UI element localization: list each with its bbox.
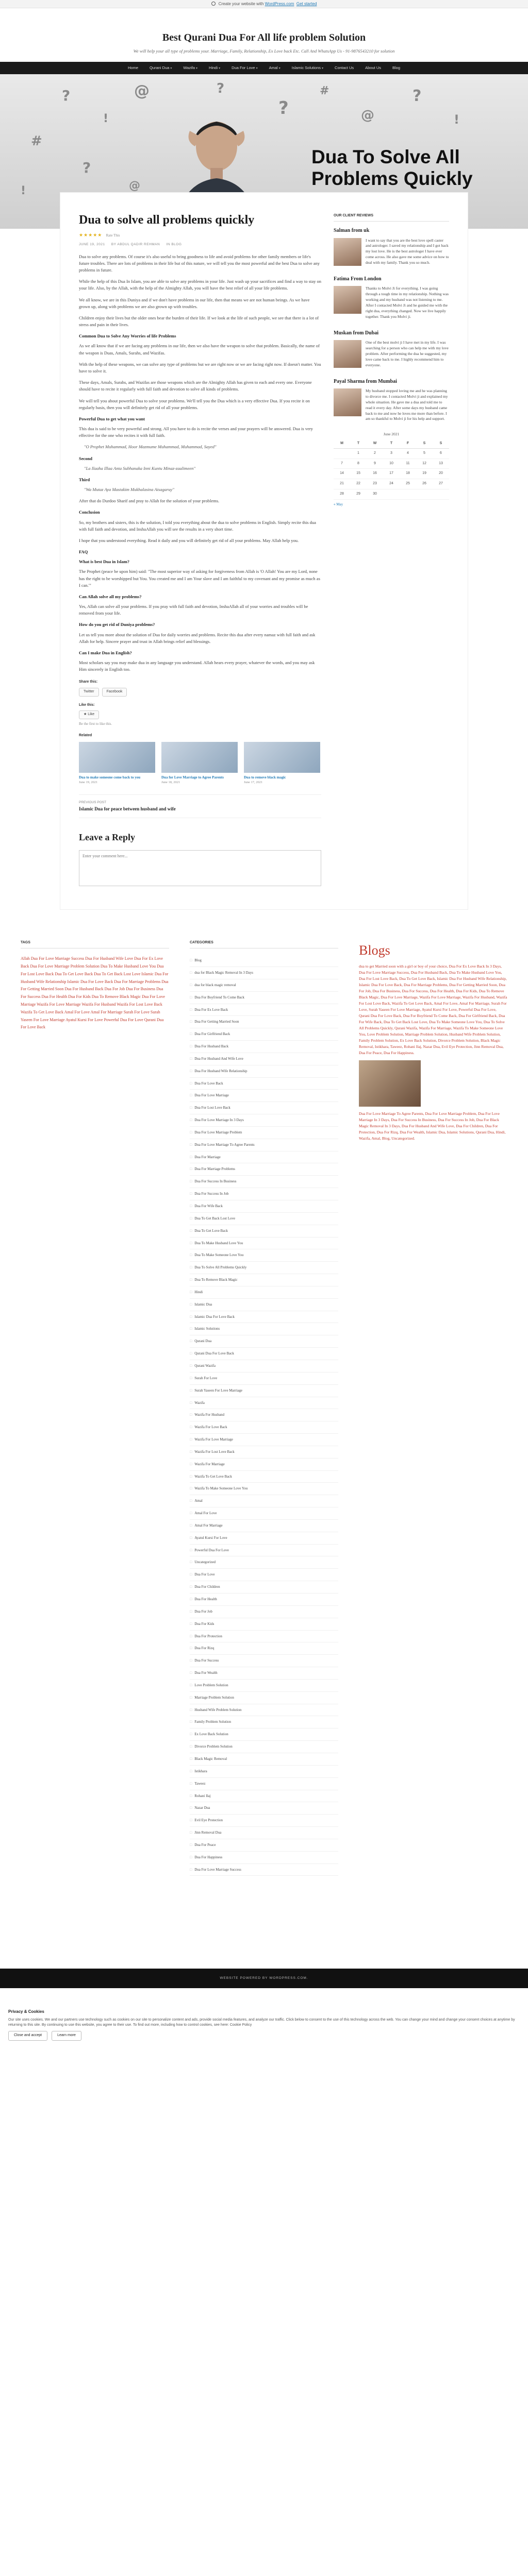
- category-link[interactable]: □ Wazifa To Get Love Back: [190, 1471, 338, 1483]
- doodle-question-icon: ?: [217, 81, 225, 97]
- reviewer-photo: [334, 388, 361, 416]
- nav-item-label: Amal: [269, 65, 278, 71]
- category-link[interactable]: □ Dua For Lost Love Back: [190, 1102, 338, 1114]
- category-link[interactable]: □ dua for black magic removal: [190, 979, 338, 992]
- category-link[interactable]: □ Wazifa: [190, 1397, 338, 1410]
- faq-question: Can Allah solve all my problems?: [79, 594, 142, 599]
- chevron-down-icon: ▾: [322, 67, 324, 71]
- calendar-day[interactable]: 2: [367, 448, 383, 459]
- category-link[interactable]: □ Ayatul Kursi For Love: [190, 1532, 338, 1545]
- promo-text: Create your website with: [218, 2, 264, 6]
- category-link[interactable]: □ Dua For Wife Back: [190, 1200, 338, 1213]
- category-link[interactable]: □ Dua For Marriage: [190, 1151, 338, 1164]
- category-link[interactable]: □ Dua For Success In Business: [190, 1176, 338, 1188]
- review-name: Fatima From London: [334, 276, 382, 282]
- related-post-title[interactable]: Dua to make someone come back to you: [79, 775, 141, 779]
- doodle-exclamation-icon: !: [103, 112, 109, 126]
- like-label: Like this:: [79, 703, 95, 707]
- category-link[interactable]: □ Nazar Dua: [190, 1802, 338, 1815]
- related-post[interactable]: [79, 742, 155, 786]
- section-heading: Common Dua to Solve Any Worries of life Problems: [79, 333, 176, 339]
- calendar-day: [334, 448, 350, 459]
- doodle-spiral-icon: @: [134, 82, 150, 100]
- calendar-title: June 2021: [383, 432, 400, 437]
- footer-widgets: [0, 909, 528, 1907]
- main-navigation: [0, 62, 528, 74]
- category-link[interactable]: □ Dua For Health: [190, 1594, 338, 1606]
- nav-item-qurani-dua[interactable]: [144, 65, 177, 71]
- privacy-banner: [0, 1988, 528, 2056]
- categories-list: [190, 955, 338, 1876]
- category-link[interactable]: □ Surah Yaseen For Love Marriage: [190, 1385, 338, 1397]
- category-link[interactable]: □ Islamic Dua: [190, 1299, 338, 1311]
- star-rating[interactable]: [79, 232, 321, 239]
- category-link[interactable]: □ Dua For Love Back: [190, 1078, 338, 1090]
- site-header: [0, 8, 528, 62]
- calendar-day[interactable]: 29: [350, 489, 367, 500]
- calendar-week: [334, 459, 449, 469]
- category-link[interactable]: □ Dua For Marriage Problems: [190, 1163, 338, 1176]
- privacy-text: Our site uses cookies. We and our partners use technology such as cookies on our site to personalize content and ads, provide social media features, and analyze our traffic. Click below to consent to the use of this technology across the web. You can change your mind and change your consent choices at anytime by returning to this site. By continuing to use this website, you agree to their use. To find out more, including how to control cookies, see here: Cookie Policy: [8, 2018, 515, 2027]
- review-body: [334, 340, 449, 368]
- section-heading: Conclusion: [79, 510, 100, 515]
- site-title[interactable]: Best Qurani Dua For All life problem Solution: [162, 32, 366, 43]
- category-link[interactable]: □ Dua For Husband Wife Relationship: [190, 1065, 338, 1078]
- tag-cloud: [21, 955, 169, 1031]
- faq-answer: Let us tell you more about the solution of Dua for daily worries and problems. Recite this dua after every namaz with full faith and ask Allah for help. Sincere prayer and trust in Allah brings relief and blessings.: [79, 632, 316, 644]
- related-post-date: June 19, 2021: [79, 781, 98, 785]
- category-link[interactable]: □ Family Problem Solution: [190, 1716, 338, 1728]
- calendar-day[interactable]: 25: [400, 479, 416, 489]
- site-footer: [0, 1969, 528, 1988]
- category-link[interactable]: □ Dua For Love Marriage To Agree Parents: [190, 1139, 338, 1151]
- nav-item-home[interactable]: [122, 65, 144, 71]
- category-link[interactable]: □ Wazifa To Make Someone Love You: [190, 1483, 338, 1495]
- calendar-day[interactable]: 14: [334, 469, 350, 479]
- paragraph: We all know, we are in this Duniya and if we don't have problems in our life, then that means we are not human beings. As we have grown up, along with problems we are also grown up with troubles.: [79, 297, 310, 309]
- nav-item-amal[interactable]: [263, 65, 286, 71]
- paragraph: This dua is said to be very powerful and strong. All you have to do is recite the verses and your prayers will be answered. Dua is very effective for the one who recites it with full faith.: [79, 426, 313, 438]
- category-link[interactable]: □ Rohani Ilaj: [190, 1790, 338, 1803]
- category-link[interactable]: □ Uncategorized: [190, 1556, 338, 1569]
- calendar-week: [334, 448, 449, 459]
- category-link[interactable]: □ Istikhara: [190, 1766, 338, 1778]
- share-twitter-button[interactable]: Twitter: [79, 688, 99, 697]
- calendar-day: [416, 489, 433, 500]
- calendar-week: [334, 479, 449, 489]
- post-date[interactable]: JUNE 19, 2021: [79, 242, 105, 246]
- paragraph: While the help of this Dua In Islam, you are able to solve any problems in your life. Just wash up your sacrifices and find a way to stay on your life. Also, by the Allah, with the help of the Almighty Allah, you will have the best relief of all your life problems.: [79, 279, 321, 291]
- calendar-day[interactable]: 3: [383, 448, 400, 459]
- calendar-day: [433, 489, 449, 500]
- paragraph: I hope that you understood everything. Read it daily and you will definitely get rid of all your problems. May Allah help you.: [79, 537, 299, 543]
- calendar-day[interactable]: 26: [416, 479, 433, 489]
- calendar-day[interactable]: 4: [400, 448, 416, 459]
- category-link[interactable]: □ Dua For Husband Back: [190, 1041, 338, 1053]
- learn-more-button[interactable]: Learn more: [52, 2031, 81, 2041]
- category-link[interactable]: □ Qurani Wazifa: [190, 1360, 338, 1372]
- section-subheading: Third: [79, 477, 90, 482]
- dua-quote: "O Prophet Muhammad, Hoor Mazmume Muhammad, Muhammad, Sayed": [84, 444, 217, 450]
- chevron-down-icon: ▾: [219, 67, 221, 71]
- review-body: [334, 238, 449, 266]
- category-link[interactable]: □ Black Magic Removal: [190, 1753, 338, 1766]
- tags-widget: [21, 940, 169, 1876]
- wordpress-link[interactable]: WordPress.com: [265, 2, 294, 6]
- doodle-hash-icon: #: [31, 133, 42, 149]
- reviewer-photo: [334, 238, 361, 266]
- faq-heading: FAQ: [79, 549, 88, 555]
- paragraph: Children enjoy their lives but the older ones bear the burden of their life. If we look at the life of such people, we see that there is a lot of stress and pain in their lives.: [79, 315, 319, 328]
- review-item: [334, 227, 449, 266]
- paragraph: We will tell you about powerful Dua to solve your problems. We'll tell you the Dua which is a very effective Dua. If you recite it on regularly basis, then you will definitely get rid of all your problems.: [79, 398, 310, 410]
- category-link[interactable]: □ Dua For Ex Love Back: [190, 1004, 338, 1016]
- category-link[interactable]: □ Qurani Dua: [190, 1335, 338, 1348]
- category-link[interactable]: □ Husband Wife Problem Solution: [190, 1704, 338, 1717]
- related-post[interactable]: [244, 742, 320, 786]
- doodle-spiral-icon: @: [129, 179, 140, 193]
- calendar-day[interactable]: 28: [334, 489, 350, 500]
- nav-item-label: Wazifa: [183, 65, 195, 71]
- calendar-day[interactable]: 5: [416, 448, 433, 459]
- category-link[interactable]: □ Wazifa For Love Back: [190, 1421, 338, 1434]
- calendar-weekday: W: [367, 439, 383, 448]
- star-icon: ★: [84, 713, 88, 717]
- category-link[interactable]: □ Dua For Children: [190, 1581, 338, 1594]
- calendar-day[interactable]: 27: [433, 479, 449, 489]
- categories-title: CATEGORIES: [190, 940, 338, 948]
- chevron-down-icon: ▾: [170, 67, 172, 71]
- section-subheading: Second: [79, 455, 92, 461]
- nav-item-label: Dua For Love: [232, 65, 255, 71]
- category-link[interactable]: □ Dua For Love Marriage Problem: [190, 1127, 338, 1139]
- related-post-thumbnail[interactable]: [244, 742, 320, 773]
- calendar-day[interactable]: 12: [416, 459, 433, 469]
- blogs-text: dua to get Married soon with a girl or boy of your choice, Dua For Ex Love Back In 3 Days, Dua For Love Marriage Success, Dua For Husband Back, Dua To Make Husband Love You, Dua For Lost Love Back, Dua To Get Love Back, Islamic Dua For Husband Wife Relationship, Islamic Dua For Love Back, Dua For Marriage Problems, Dua For Getting Married Soon, Dua For Job, Dua For Business, Dua For Success, Dua For Health, Dua For Kids, Dua To Remove Black Magic, Dua For Love Marriage, Wazifa For Love Marriage, Wazifa For Husband, Wazifa For Lost Love Back, Wazifa To Get Love Back, Amal For Love, Amal For Marriage, Surah For Love, Surah Yaseen For Love Marriage, Ayatul Kursi For Love, Powerful Dua For Love, Qurani Dua For Love Back, Dua For Boyfriend To Come Back, Dua For Girlfriend Back, Dua For Wife Back, Dua To Get Back Lost Love, Dua To Make Someone Love You, Dua To Solve All Problems Quickly, Qurani Wazifa, Wazifa For Marriage, Wazifa To Make Someone Love You, Love Problem Solution, Marriage Problem Solution, Husband Wife Problem Solution, Family Problem Solution, Ex Love Back Solution, Divorce Problem Solution, Black Magic Removal, Istikhara, Taweez, Rohani Ilaj, Nazar Dua, Evil Eye Protection, Jinn Removal Dua, Dua For Peace, Dua For Happiness.: [359, 963, 507, 1055]
- nav-item-hindi[interactable]: [203, 65, 226, 71]
- wordpress-icon: [211, 2, 216, 6]
- category-link[interactable]: □ Dua To Make Husband Love You: [190, 1238, 338, 1250]
- category-link[interactable]: □ Dua To Make Someone Love You: [190, 1249, 338, 1262]
- category-link[interactable]: □ Dua To Remove Black Magic: [190, 1274, 338, 1286]
- get-started-link[interactable]: Get started: [296, 2, 317, 6]
- category-link[interactable]: □ Islamic Dua For Love Back: [190, 1311, 338, 1324]
- comment-form: [79, 831, 321, 889]
- blogs-text-2: Dua For Love Marriage To Agree Parents, Dua For Love Marriage Problem, Dua For Love Marriage In 3 Days, Dua For Success In Business, Dua For Success In Job, Dua For Black Magic Removal In 3 Days, Dua For Husband And Wife Love, Dua For Children, Dua For Protection, Dua For Rizq, Dua For Wealth, Islamic Dua, Islamic Solutions, Qurani Dua, Hindi, Wazifa, Amal, Blog, Uncategorized.: [359, 1111, 506, 1141]
- calendar-day[interactable]: 20: [433, 469, 449, 479]
- review-item: [334, 378, 449, 422]
- review-name: Muskan from Dubai: [334, 330, 379, 336]
- category-link[interactable]: □ Dua For Success In Job: [190, 1188, 338, 1200]
- post-article: [79, 213, 321, 889]
- paragraph: As we all know that if we are facing any problems in our life, then we also have the weapon to solve that problem. Basically, the name of the weapon is Duas, Amals, Surahs, and Wazifas.: [79, 343, 320, 355]
- calendar-day[interactable]: 13: [433, 459, 449, 469]
- categories-widget: [190, 940, 338, 1876]
- reviews-list: [334, 227, 449, 422]
- category-link[interactable]: □ Dua For Love Marriage In 3 Days: [190, 1114, 338, 1127]
- category-link[interactable]: □ Love Problem Solution: [190, 1680, 338, 1692]
- category-link[interactable]: □ Dua For Protection: [190, 1631, 338, 1643]
- category-link[interactable]: □ Dua For Success: [190, 1655, 338, 1667]
- faq-question: How do you get rid of Duniya problems?: [79, 622, 155, 628]
- chevron-down-icon: ▾: [256, 67, 258, 71]
- related-post-date: June 18, 2021: [161, 781, 180, 785]
- blogs-widget: [359, 940, 507, 1876]
- nav-item-label: Contact Us: [335, 65, 354, 71]
- nav-item-label: Islamic Solutions: [291, 65, 321, 71]
- calendar-weekday: M: [334, 439, 350, 448]
- blog-photo: [359, 1060, 421, 1107]
- review-text: My husband stopped loving me and he was planning to divorce me. I contacted Molvi ji and explained my whole situation. He gave me a dua and told me to read it every day. After some days my husband came back to me and now he loves me more than before. I am so thankful to Molvi ji for his help and support.: [366, 388, 448, 421]
- review-body: [334, 286, 449, 319]
- reviewer-photo: [334, 340, 361, 368]
- tags-title: TAGS: [21, 940, 169, 948]
- doodle-exclamation-icon: !: [454, 112, 459, 127]
- category-link[interactable]: □ Dua For Love Marriage Success: [190, 1864, 338, 1876]
- previous-post-label: PREVIOUS POST: [79, 801, 107, 805]
- site-description: We will help your all type of problems your. Marriage, Family, Relationship, Ex Love back Etc. Call And WhatsApp Us - 91-9876543210 for solution: [133, 48, 395, 54]
- category-link[interactable]: □ Dua For Love Marriage: [190, 1090, 338, 1102]
- post-navigation[interactable]: [79, 794, 321, 818]
- post-author[interactable]: BY ABDUL QADIR REHMAN: [111, 242, 160, 246]
- doodle-exclamation-icon: !: [21, 184, 26, 198]
- category-link[interactable]: □ Wazifa For Lost Love Back: [190, 1446, 338, 1459]
- faq-answer: Most scholars say you may make dua in any language you understand. Allah hears every prayer, whatever the words, and you may ask Him sincerely in English too.: [79, 660, 315, 672]
- blogs-title: Blogs: [359, 943, 390, 958]
- faq-answer: The Prophet (peace be upon him) said: "The most superior way of asking for forgiveness from Allah is 'O Allah! You are my Lord, none has the right to be worshipped but You. You created me and I am Your slave and I am faithful to my covenant and my promise as much as I can.'": [79, 569, 320, 588]
- category-link[interactable]: □ Blog: [190, 955, 338, 967]
- post-meta: [79, 242, 321, 247]
- category-link[interactable]: □ Dua For Wealth: [190, 1667, 338, 1680]
- calendar-weekday: T: [350, 439, 367, 448]
- category-link[interactable]: □ Dua For Happiness: [190, 1852, 338, 1864]
- privacy-title: Privacy & Cookies: [8, 2009, 44, 2014]
- review-text: One of the best molvi ji I have met in my life. I was searching for a person who can help me with my love problem. After performing the dua he suggested, my love came back to me. I highly recommend him to everyone.: [366, 340, 449, 367]
- calendar-day[interactable]: 11: [400, 459, 416, 469]
- dua-quote: "La Ilaaha Illaa Anta Subhanaka Inni Kuntu Minaz-zaalimeen": [84, 465, 195, 471]
- hero-title: Dua To Solve All Problems Quickly: [311, 146, 473, 189]
- category-link[interactable]: □ Amal For Marriage: [190, 1520, 338, 1532]
- calendar-widget: [334, 431, 449, 507]
- nav-item-label: Hindi: [209, 65, 218, 71]
- calendar-day[interactable]: 10: [383, 459, 400, 469]
- related-posts: [79, 742, 321, 786]
- category-link[interactable]: □ Evil Eye Protection: [190, 1815, 338, 1827]
- related-post-date: June 17, 2021: [244, 781, 263, 785]
- category-link[interactable]: □ Dua To Get Back Lost Love: [190, 1213, 338, 1225]
- paragraph: After that do Durdoo Sharif and pray to Allah for the solution of your problems.: [79, 498, 220, 504]
- category-link[interactable]: □ Surah For Love: [190, 1372, 338, 1385]
- category-link[interactable]: □ Divorce Problem Solution: [190, 1741, 338, 1753]
- section-heading: Powerful Dua to get what you want: [79, 416, 145, 421]
- category-link[interactable]: □ Dua To Get Love Back: [190, 1225, 338, 1238]
- category-link[interactable]: □ Powerful Dua For Love: [190, 1545, 338, 1557]
- category-link[interactable]: □ Wazifa For Husband: [190, 1409, 338, 1421]
- related-post-title[interactable]: Dua to remove black magic: [244, 775, 286, 779]
- related-post-title[interactable]: Dua for Love Marriage to Agree Parents: [161, 775, 224, 779]
- share-label: Share this:: [79, 680, 98, 684]
- like-button-label: Like: [88, 713, 95, 717]
- doodle-question-icon: ?: [412, 87, 422, 106]
- faq-question: What is best Dua in Islam?: [79, 559, 130, 565]
- paragraph: With the help of these weapons, we can solve any type of problems but we are right now or we are facing right now. If doesn't matter. You have to solve it.: [79, 361, 321, 374]
- post-title: Dua to solve all problems quickly: [79, 213, 255, 227]
- paragraph: So, my brothers and sisters, this is the solution, I told you everything about the dua to solve problems in English. Simply recite this dua with full faith and devotion, and InshaAllah you will see the results in a very short time.: [79, 519, 316, 532]
- calendar-day[interactable]: 18: [400, 469, 416, 479]
- nav-item-blog[interactable]: [387, 65, 406, 71]
- calendar-day[interactable]: 15: [350, 469, 367, 479]
- doodle-question-icon: ?: [82, 159, 91, 177]
- calendar-day[interactable]: 1: [350, 448, 367, 459]
- share-facebook-button[interactable]: Facebook: [102, 688, 127, 697]
- like-note: Be the first to like this.: [79, 721, 112, 726]
- category-link[interactable]: □ Qurani Dua For Love Back: [190, 1348, 338, 1360]
- calendar-day[interactable]: 17: [383, 469, 400, 479]
- calendar-day[interactable]: 16: [367, 469, 383, 479]
- doodle-hash-icon: #: [320, 84, 329, 98]
- category-link[interactable]: □ Amal: [190, 1495, 338, 1507]
- calendar-week: [334, 469, 449, 479]
- paragraph: Dua to solve any problems. Of course it's also useful to bring goodness to life and avoid problems for other family members or life's future troubles. There are lots of problems in their life but of this nature, we will tell you the most powerful and the best Dua to solve any problems in future.: [79, 253, 320, 273]
- review-name: Salman from uk: [334, 228, 370, 234]
- chevron-down-icon: ▾: [196, 67, 198, 71]
- calendar-day[interactable]: 22: [350, 479, 367, 489]
- nav-item-label: About Us: [365, 65, 381, 71]
- nav-item-about-us[interactable]: [359, 65, 387, 71]
- calendar-week: [334, 489, 449, 500]
- calendar-prev-link[interactable]: « May: [334, 502, 343, 506]
- reviewer-photo: [334, 286, 361, 314]
- calendar-weekday: F: [400, 439, 416, 448]
- previous-post-link[interactable]: Islamic Dua for peace between husband and wife: [79, 806, 176, 811]
- category-link[interactable]: □ Dua For Love: [190, 1569, 338, 1581]
- calendar-day[interactable]: 6: [433, 448, 449, 459]
- calendar-day[interactable]: 21: [334, 479, 350, 489]
- nav-item-wazifa[interactable]: [177, 65, 203, 71]
- category-link[interactable]: □ Taweez: [190, 1778, 338, 1790]
- calendar-day: [383, 489, 400, 500]
- comment-input[interactable]: [79, 850, 321, 886]
- category-link[interactable]: □ Dua To Solve All Problems Quickly: [190, 1262, 338, 1274]
- related-label: Related: [79, 733, 92, 737]
- review-item: [334, 275, 449, 320]
- calendar-weekday: T: [383, 439, 400, 448]
- calendar-day[interactable]: 8: [350, 459, 367, 469]
- calendar-day[interactable]: 9: [367, 459, 383, 469]
- category-link[interactable]: □ dua for Black Magic Removal In 3 Days: [190, 967, 338, 979]
- calendar-day[interactable]: 7: [334, 459, 350, 469]
- chevron-down-icon: ▾: [278, 67, 280, 71]
- review-text: Thanks to Molvi Ji for everything. I was going through a tough time in my relationship. Nothing was working and my husband was not listening to me. After I contacted Molvi Ji and he guided me with the right dua, everything changed. Now we live happily together. Thank you Molvi ji.: [366, 286, 449, 319]
- wordpress-promo-bar: [0, 0, 528, 8]
- nav-item-label: Qurani Dua: [150, 65, 170, 71]
- tag-cloud-text[interactable]: Allah Dua For Love Marriage Success Dua For Husband Wife Love Dua For Ex Love Back Dua For Love Marriage Problem Solution Dua To Make Husband Love You Dua For Lost Love Back Dua To Get Love Back Dua To Get Back Lost Love Islamic Dua For Husband Wife Relationship Islamic Dua For Love Back Dua For Marriage Problems Dua For Getting Married Soon Dua For Husband Back Dua For Job Dua For Business Dua For Success Dua For Health Dua For Kids Dua To Remove Black Magic Dua For Love Marriage Wazifa For Love Marriage Wazifa For Husband Wazifa For Lost Love Back Wazifa To Get Love Back Amal For Love Amal For Marriage Surah For Love Surah Yaseen For Love Marriage Ayatul Kursi For Love Powerful Dua For Love Qurani Dua For Love Back: [21, 956, 169, 1030]
- category-link[interactable]: □ Islamic Solutions: [190, 1323, 338, 1335]
- like-button[interactable]: [79, 710, 99, 719]
- review-item: [334, 329, 449, 368]
- category-link[interactable]: □ Marriage Problem Solution: [190, 1692, 338, 1704]
- calendar-weekday: S: [416, 439, 433, 448]
- review-text: I want to say that you are the best love spell caster and astrologer. I saved my relationship and I got back my lost love. He is the best astrologer I have ever come across. He also gave me some advice on how to deal with my family. Thank you so much.: [366, 238, 449, 265]
- doodle-question-icon: ?: [278, 98, 289, 119]
- nav-item-label: Blog: [392, 65, 401, 71]
- calendar-day[interactable]: 19: [416, 469, 433, 479]
- share-buttons: [79, 688, 321, 697]
- category-link[interactable]: □ Amal For Love: [190, 1507, 338, 1520]
- category-link[interactable]: □ Dua For Girlfriend Back: [190, 1028, 338, 1041]
- category-link[interactable]: □ Ex Love Back Solution: [190, 1728, 338, 1741]
- paragraph: These days, Amals, Surahs, and Wazifas are those weapons which are the Almighty Allah has given to each and every one. Everyone should have to recite it regularly with full faith and devotion to solve all kinds of problems.: [79, 380, 312, 392]
- nav-item-islamic-solutions[interactable]: [286, 65, 329, 71]
- rating-stars-icon[interactable]: ★★★★★: [79, 232, 103, 238]
- category-link[interactable]: □ Dua For Kids: [190, 1618, 338, 1631]
- nav-item-dua-for-love[interactable]: [226, 65, 263, 71]
- faq-answer: Yes, Allah can solve all your problems. If you pray with full faith and devotion, InshaAllah all of your worries and troubles will be removed from your life.: [79, 604, 308, 616]
- faq-question: Can I make Dua in English?: [79, 650, 132, 655]
- footer-credit[interactable]: WEBSITE POWERED BY WORDPRESS.COM.: [220, 1976, 308, 1980]
- related-post[interactable]: [161, 742, 238, 786]
- leave-reply-title: Leave a Reply: [79, 832, 135, 843]
- calendar-day[interactable]: 24: [383, 479, 400, 489]
- category-link[interactable]: □ Wazifa For Marriage: [190, 1459, 338, 1471]
- calendar-day[interactable]: 23: [367, 479, 383, 489]
- category-link[interactable]: □ Hindi: [190, 1286, 338, 1299]
- nav-item-contact-us[interactable]: [329, 65, 359, 71]
- dua-quote: "Wa Mutaz Aya Mastakim Mukhalasina Aisagaruy": [84, 487, 174, 493]
- close-accept-button[interactable]: Close and accept: [8, 2031, 47, 2041]
- review-body: [334, 388, 449, 422]
- post-category[interactable]: IN BLOG: [166, 242, 182, 246]
- related-post-thumbnail[interactable]: [161, 742, 238, 773]
- category-link[interactable]: □ Dua For Peace: [190, 1839, 338, 1852]
- category-link[interactable]: □ Dua For Job: [190, 1606, 338, 1618]
- faq-list: [79, 558, 321, 673]
- calendar-day: [400, 489, 416, 500]
- nav-item-label: Home: [127, 65, 138, 71]
- sidebar: [334, 213, 449, 889]
- category-link[interactable]: □ Dua For Husband And Wife Love: [190, 1053, 338, 1065]
- calendar-weekday: S: [433, 439, 449, 448]
- category-link[interactable]: □ Dua For Getting Married Soon: [190, 1016, 338, 1028]
- doodle-question-icon: ?: [62, 87, 71, 105]
- category-link[interactable]: □ Dua For Rizq: [190, 1642, 338, 1655]
- category-link[interactable]: □ Jinn Removal Dua: [190, 1827, 338, 1839]
- calendar-day[interactable]: 30: [367, 489, 383, 500]
- reviews-title: OUR CLIENT REVIEWS: [334, 213, 449, 222]
- content-card: [60, 193, 468, 909]
- calendar-table: [334, 439, 449, 500]
- category-link[interactable]: □ Wazifa For Love Marriage: [190, 1434, 338, 1446]
- related-post-thumbnail[interactable]: [79, 742, 155, 773]
- rate-this-label: Rate This: [106, 233, 120, 238]
- doodle-spiral-icon: @: [361, 108, 374, 124]
- review-name: Payal Sharma from Mumbai: [334, 378, 397, 384]
- category-link[interactable]: □ Dua For Boyfriend To Come Back: [190, 992, 338, 1004]
